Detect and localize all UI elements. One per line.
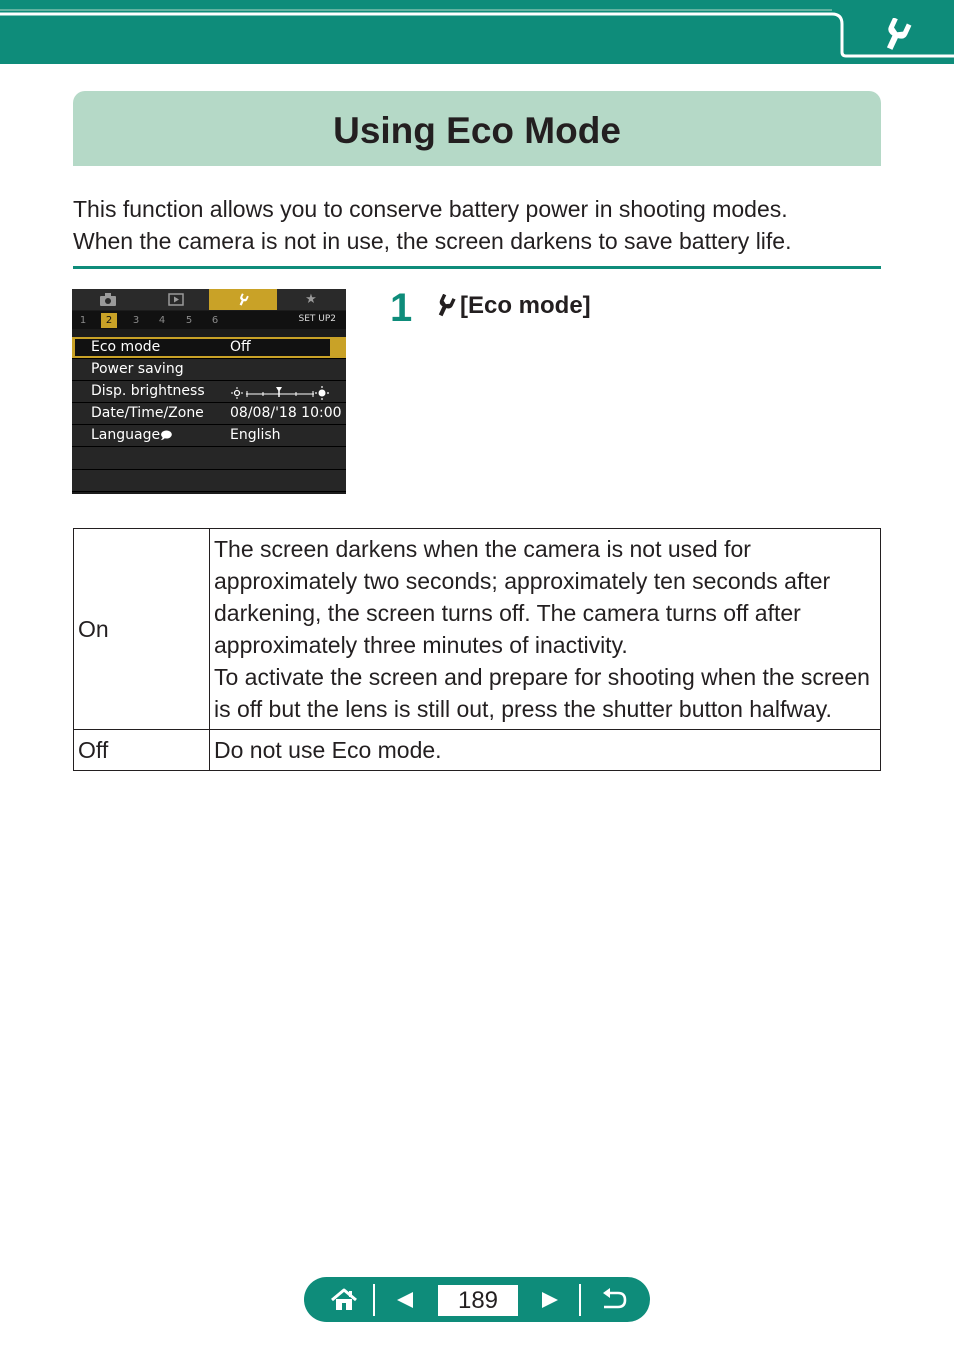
menu-row-power-saving xyxy=(72,359,346,381)
menu-row-label: Date/Time/Zone xyxy=(91,405,204,421)
home-icon xyxy=(330,1288,358,1312)
menu-row-label: Eco mode xyxy=(91,339,161,355)
subtab: 6 xyxy=(211,315,219,326)
subtab: 3 xyxy=(132,315,140,326)
options-table xyxy=(73,528,881,771)
table-row xyxy=(74,730,881,771)
next-arrow-icon xyxy=(540,1291,560,1309)
intro-text xyxy=(73,193,881,257)
menu-row-date-time xyxy=(72,403,346,425)
page-title: Using Eco Mode xyxy=(333,110,621,151)
menu-row-empty xyxy=(72,470,346,492)
page-navigation xyxy=(304,1277,650,1322)
description-line: The screen darkens when the camera is not used for approximately two seconds; approximately ten seconds after darkening, the screen turns off. The camera turns off after approximately three minutes of inactivity. xyxy=(214,536,831,658)
menu-row-value: 08/08/'18 10:00 xyxy=(230,405,342,421)
camera-icon xyxy=(100,293,116,306)
divider xyxy=(73,266,881,269)
menu-row-value: English xyxy=(230,427,281,443)
description-line: Do not use Eco mode. xyxy=(214,737,442,763)
back-button[interactable] xyxy=(592,1277,636,1322)
option-key: On xyxy=(74,529,210,730)
option-key: Off xyxy=(74,730,210,771)
brightness-scale-icon xyxy=(230,386,330,400)
page-number[interactable]: 189 xyxy=(437,1284,519,1317)
option-description xyxy=(210,730,881,771)
camera-tab xyxy=(74,289,142,310)
title-box xyxy=(73,91,881,166)
prev-page-button[interactable] xyxy=(384,1277,426,1322)
menu-row-label xyxy=(91,425,172,446)
intro-line: When the camera is not in use, the screen darkens to save battery life. xyxy=(73,228,792,254)
nav-separator xyxy=(373,1284,375,1316)
menu-row-label-text: Language xyxy=(91,427,161,443)
playback-icon xyxy=(168,293,184,306)
step-text: [Eco mode] xyxy=(460,292,591,319)
intro-line: This function allows you to conserve battery power in shooting modes. xyxy=(73,196,788,222)
menu-row-disp-brightness xyxy=(72,381,346,403)
next-page-button[interactable] xyxy=(529,1277,571,1322)
menu-subtabs xyxy=(72,311,346,329)
menu-row-value: Off xyxy=(230,339,251,355)
wrench-icon xyxy=(237,293,249,307)
mymenu-tab xyxy=(277,289,345,310)
camera-menu-screen xyxy=(72,289,346,494)
top-banner xyxy=(0,0,954,64)
playback-tab xyxy=(142,289,210,310)
step-number: 1 xyxy=(390,286,413,330)
nav-separator xyxy=(579,1284,581,1316)
subtab: 4 xyxy=(158,315,166,326)
menu-row-language xyxy=(72,425,346,447)
language-icon: 🗩 xyxy=(160,429,173,442)
subtab-active: 2 xyxy=(101,313,117,328)
description-line: To activate the screen and prepare for shooting when the screen is off but the lens is still out, press the shutter button halfway. xyxy=(214,664,870,722)
subtab: 5 xyxy=(185,315,193,326)
step-instruction xyxy=(434,292,591,320)
setup-tab xyxy=(209,289,277,310)
setup-page-label: SET UP2 xyxy=(298,314,336,324)
menu-row-empty xyxy=(72,447,346,470)
star-icon: ★ xyxy=(305,292,317,307)
menu-tabs xyxy=(72,289,346,310)
table-row xyxy=(74,529,881,730)
option-description xyxy=(210,529,881,730)
home-button[interactable] xyxy=(324,1277,364,1322)
menu-row-eco-mode xyxy=(72,337,346,359)
wrench-icon[interactable] xyxy=(880,18,912,52)
subtab: 1 xyxy=(79,315,87,326)
return-icon xyxy=(600,1288,628,1312)
wrench-icon xyxy=(434,294,456,318)
top-banner-shape xyxy=(0,0,954,64)
menu-row-label: Power saving xyxy=(91,361,184,377)
prev-arrow-icon xyxy=(395,1291,415,1309)
menu-row-label: Disp. brightness xyxy=(91,383,205,399)
